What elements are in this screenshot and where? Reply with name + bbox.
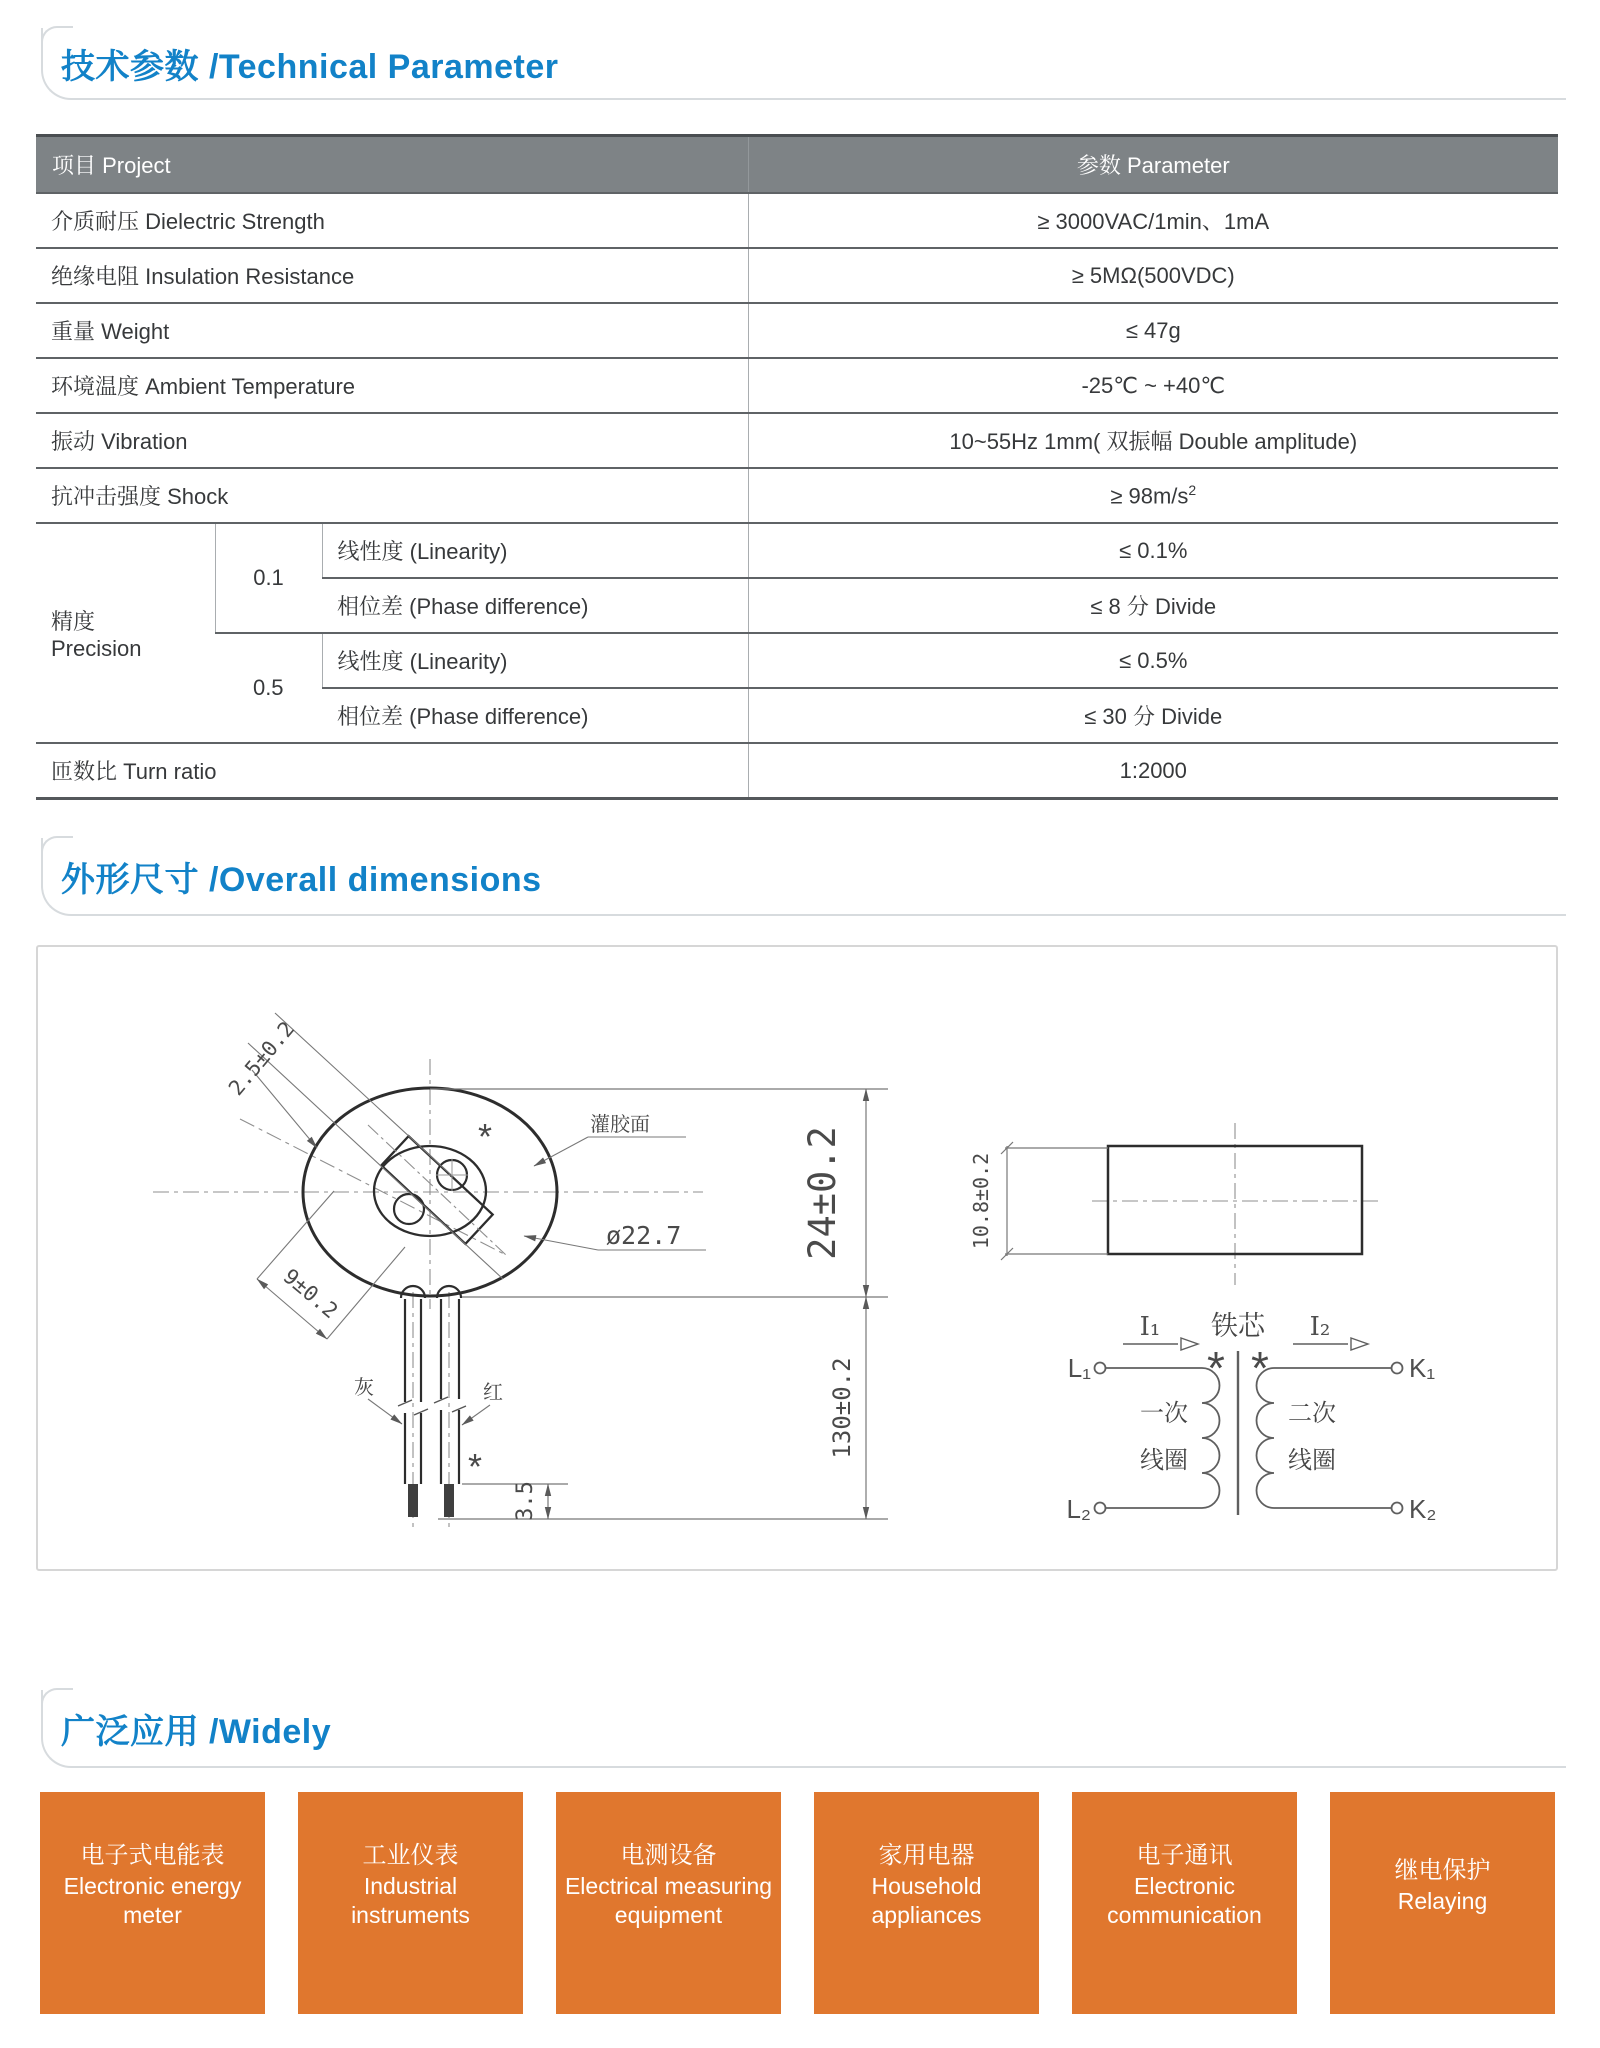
- column-header-project: 项目 Project: [36, 136, 748, 194]
- shock-exponent: 2: [1188, 481, 1197, 498]
- row-value: ≥ 5MΩ(500VDC): [748, 248, 1558, 303]
- label-iron-core: 铁芯: [1211, 1311, 1265, 1341]
- row-value: ≤ 47g: [748, 303, 1558, 358]
- row-label: 抗冲击强度 Shock: [36, 468, 748, 523]
- application-card-communication: [1072, 1792, 1297, 2014]
- label-potting-surface: 灌胶面: [590, 1114, 650, 1136]
- precision-item: 相位差 (Phase difference): [322, 578, 748, 633]
- row-label: 介质耐压 Dielectric Strength: [36, 193, 748, 248]
- row-label: 环境温度 Ambient Temperature: [36, 358, 748, 413]
- row-label: 绝缘电阻 Insulation Resistance: [36, 248, 748, 303]
- row-value: ≤ 8 分 Divide: [748, 578, 1558, 633]
- application-card-household: [814, 1792, 1039, 2014]
- application-card-industrial: [298, 1792, 523, 2014]
- row-value: ≤ 30 分 Divide: [748, 688, 1558, 743]
- app-label-en: Relaying: [1397, 1887, 1488, 1914]
- front-view: [153, 1013, 888, 1527]
- label-secondary-coil-2: 线圈: [1288, 1447, 1336, 1474]
- reference-star-icon: *: [467, 1446, 483, 1487]
- technical-parameter-table: [36, 134, 1558, 800]
- polarity-star-icon: *: [1207, 1342, 1225, 1394]
- column-header-parameter: 参数 Parameter: [748, 136, 1558, 194]
- row-label: 匝数比 Turn ratio: [36, 743, 748, 799]
- row-value: ≤ 0.1%: [748, 523, 1558, 578]
- section-technical-parameter-header: [41, 28, 1566, 100]
- row-value: ≥ 3000VAC/1min、1mA: [748, 193, 1558, 248]
- winding-schematic: [1066, 1311, 1436, 1524]
- application-card-relaying: [1330, 1792, 1555, 2014]
- label-primary-coil-2: 线圈: [1140, 1447, 1188, 1474]
- app-label-zh: 继电保护: [1394, 1856, 1491, 1884]
- table-row-turn-ratio: [36, 743, 1558, 799]
- table-row: [36, 193, 1558, 248]
- shock-value: ≥ 98m/s: [1110, 483, 1189, 509]
- application-list: [0, 1792, 1600, 2014]
- section-title-applications: 广泛应用 /Widely: [61, 1712, 332, 1751]
- section-overall-dimensions-header: [41, 838, 1566, 916]
- terminal-k1: K₁: [1409, 1353, 1436, 1383]
- section-applications-header: [41, 1690, 1566, 1768]
- dim-diameter: ø22.7: [606, 1221, 682, 1250]
- row-value: -25℃ ~ +40℃: [748, 358, 1558, 413]
- app-label-zh: 电测设备: [620, 1842, 717, 1869]
- label-primary-current: I₁: [1139, 1312, 1161, 1342]
- section-title-dimensions: 外形尺寸 /Overall dimensions: [61, 860, 542, 899]
- table-row: [36, 413, 1558, 468]
- precision-item: 线性度 (Linearity): [322, 633, 748, 688]
- app-label-en: Electronic communication: [1107, 1873, 1262, 1928]
- reference-star-icon: *: [477, 1116, 493, 1157]
- app-label-en: Electronic energy meter: [63, 1873, 242, 1928]
- label-primary-coil-1: 一次: [1140, 1400, 1188, 1427]
- label-secondary-current: I₂: [1309, 1312, 1331, 1342]
- table-row-precision: [36, 523, 1558, 578]
- row-value: 1:2000: [748, 743, 1558, 799]
- dim-tip-length: 3.5: [513, 1481, 538, 1521]
- side-view: [969, 1123, 1383, 1285]
- precision-class: 0.5: [215, 633, 322, 743]
- terminal-k2: K₂: [1409, 1494, 1437, 1524]
- table-row-shock: [36, 468, 1558, 523]
- table-row: [36, 358, 1558, 413]
- table-row: [36, 248, 1558, 303]
- app-label-en: Industrial instruments: [351, 1873, 470, 1928]
- application-card-measuring: [556, 1792, 781, 2014]
- app-label-en: Electrical measuring equipment: [564, 1873, 773, 1928]
- app-label-en: Household appliances: [871, 1873, 982, 1928]
- row-value: [748, 468, 1558, 523]
- precision-label-en: Precision: [51, 635, 142, 661]
- dimension-drawing-panel: [36, 945, 1558, 1571]
- table-row: [36, 303, 1558, 358]
- label-secondary-coil-1: 二次: [1288, 1400, 1336, 1427]
- dim-slot-width: 2.5±0.2: [223, 1016, 300, 1101]
- app-label-zh: 电子式电能表: [80, 1842, 225, 1869]
- technical-drawing: [38, 947, 1556, 1569]
- terminal-l1: L₁: [1067, 1353, 1091, 1383]
- app-label-zh: 家用电器: [878, 1842, 975, 1869]
- table-row-precision: [36, 633, 1558, 688]
- precision-label-zh: 精度: [51, 608, 96, 634]
- dim-thickness: 10.8±0.2: [969, 1152, 993, 1250]
- label-gray-wire: 灰: [354, 1377, 374, 1399]
- dim-body-height: 24±0.2: [801, 1126, 844, 1260]
- dim-lead-length: 130±0.2: [828, 1357, 856, 1459]
- application-card-energy-meter: [40, 1792, 265, 2014]
- dim-slot-length: 9±0.2: [278, 1264, 343, 1324]
- app-label-zh: 电子通讯: [1136, 1842, 1233, 1869]
- row-label: 振动 Vibration: [36, 413, 748, 468]
- precision-item: 相位差 (Phase difference): [322, 688, 748, 743]
- polarity-star-icon: *: [1251, 1342, 1269, 1394]
- table-header-row: [36, 136, 1558, 194]
- precision-label-cell: [36, 523, 215, 743]
- app-label-zh: 工业仪表: [362, 1842, 459, 1869]
- row-value: 10~55Hz 1mm( 双振幅 Double amplitude): [748, 413, 1558, 468]
- section-title-technical: 技术参数 /Technical Parameter: [61, 47, 559, 86]
- row-label: 重量 Weight: [36, 303, 748, 358]
- terminal-l2: L₂: [1066, 1494, 1091, 1524]
- precision-item: 线性度 (Linearity): [322, 523, 748, 578]
- precision-class: 0.1: [215, 523, 322, 633]
- label-red-wire: 红: [483, 1382, 503, 1404]
- row-value: ≤ 0.5%: [748, 633, 1558, 688]
